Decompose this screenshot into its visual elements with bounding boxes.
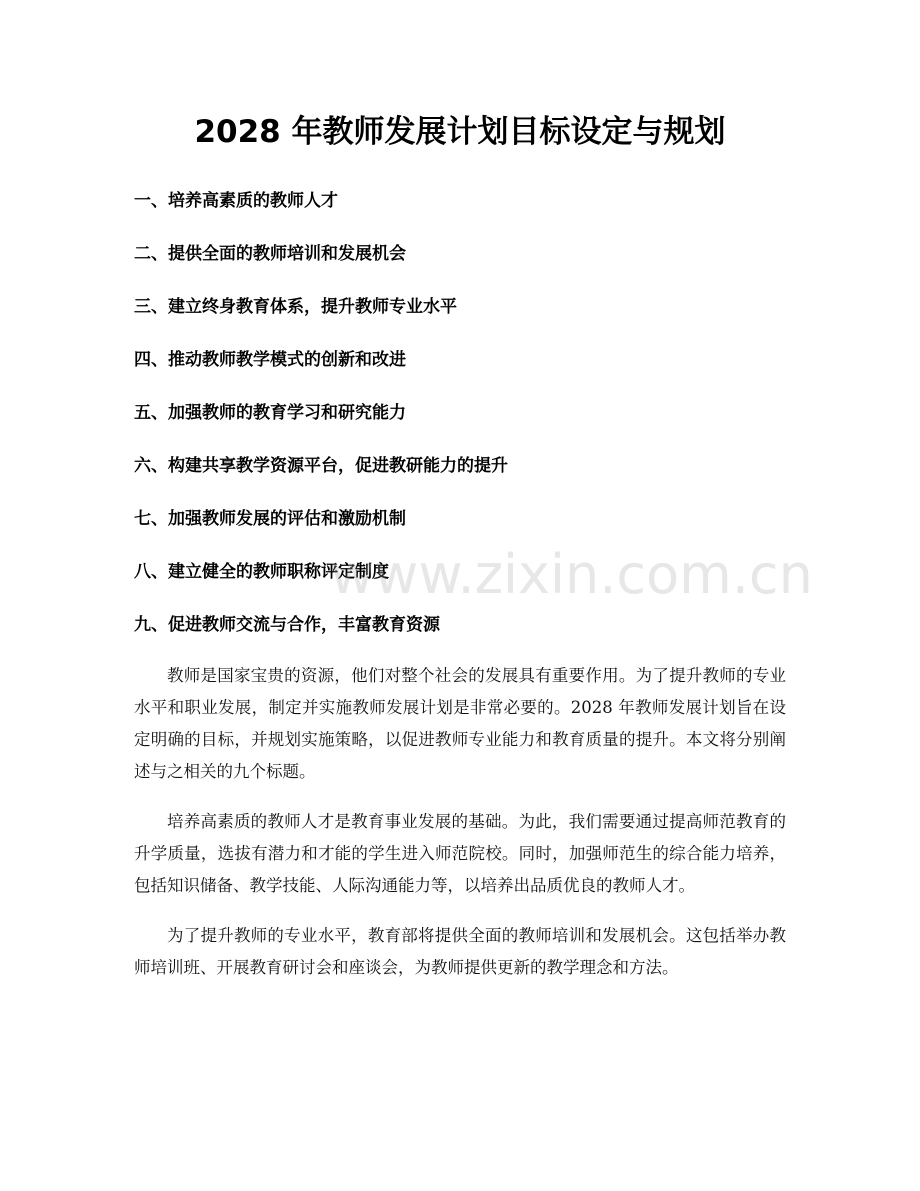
body-paragraph: 培养高素质的教师人才是教育事业发展的基础。为此，我们需要通过提高师范教育的升学质量，选拔有潜力和才能的学生进入师范院校。同时，加强师范生的综合能力培养，包括知识储备、教学技能、人际沟通能力等，以培养出品质优良的教师人才。 [134, 812, 786, 895]
body-text [134, 660, 786, 1002]
section-heading: 七、加强教师发展的评估和激励机制 [134, 509, 406, 529]
watermark: www.zixin.com.cn [330, 543, 813, 606]
body-paragraph: 教师是国家宝贵的资源，他们对整个社会的发展具有重要作用。为了提升教师的专业水平和职业发展，制定并实施教师发展计划是非常必要的。2028 年教师发展计划旨在设定明确的目标，并规划实施策略，以促进教师专业能力和教育质量的提升。本文将分别阐述与之相关的九个标题。 [134, 666, 786, 781]
section-heading-list [134, 186, 813, 663]
section-heading: 一、培养高素质的教师人才 [134, 191, 338, 211]
section-heading: 九、促进教师交流与合作，丰富教育资源 [134, 615, 440, 635]
document-title: 2028 年教师发展计划目标设定与规划 [194, 114, 726, 150]
body-paragraph: 为了提升教师的专业水平，教育部将提供全面的教师培训和发展机会。这包括举办教师培训班、开展教育研讨会和座谈会，为教师提供更新的教学理念和方法。 [134, 926, 786, 977]
section-heading: 二、提供全面的教师培训和发展机会 [134, 244, 406, 264]
section-heading: 四、推动教师教学模式的创新和改进 [134, 350, 406, 370]
section-heading: 八、建立健全的教师职称评定制度 [134, 562, 389, 582]
section-heading: 三、建立终身教育体系，提升教师专业水平 [134, 297, 457, 317]
section-heading: 六、构建共享教学资源平台，促进教研能力的提升 [134, 456, 508, 476]
section-heading: 五、加强教师的教育学习和研究能力 [134, 403, 406, 423]
